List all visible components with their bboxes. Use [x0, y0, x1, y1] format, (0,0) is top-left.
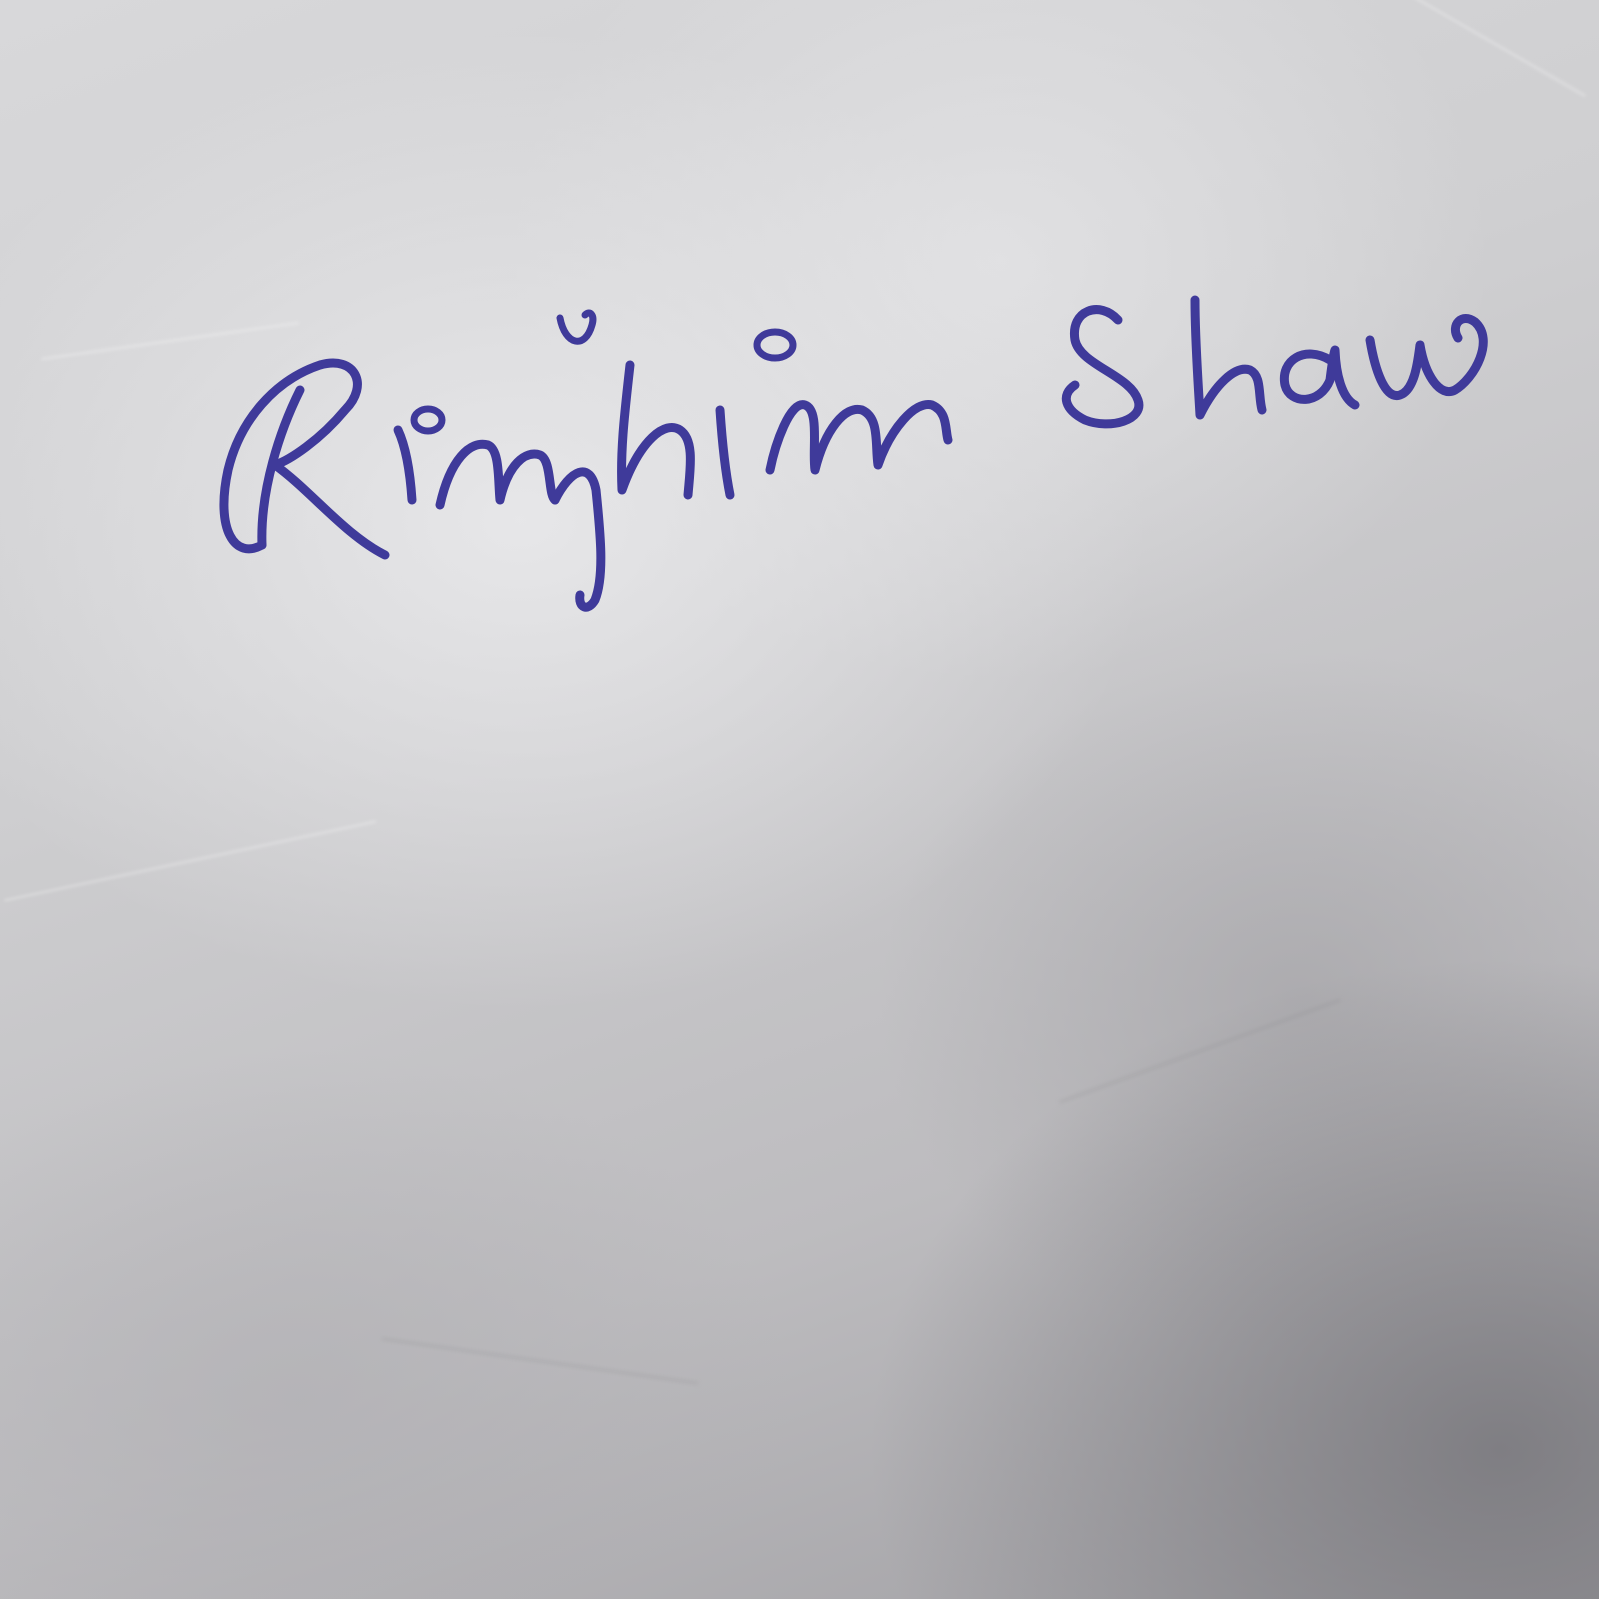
- letter-h: [622, 365, 691, 495]
- signature-first-name: [224, 313, 948, 607]
- letter-h-2: [1195, 300, 1262, 415]
- letter-i: [398, 430, 412, 500]
- letter-i-2-dot: [757, 332, 793, 358]
- letter-j-mark: [560, 313, 593, 341]
- signature-last-name: [1066, 300, 1483, 424]
- letter-m-2: [770, 404, 948, 470]
- letter-a: [1284, 350, 1355, 405]
- letter-j: [555, 472, 601, 607]
- letter-m: [440, 444, 555, 505]
- letter-i-dot: [414, 409, 442, 431]
- letter-S: [1066, 310, 1139, 424]
- letter-i-2: [720, 410, 730, 495]
- letter-w: [1370, 318, 1483, 395]
- letter-R: [224, 363, 385, 555]
